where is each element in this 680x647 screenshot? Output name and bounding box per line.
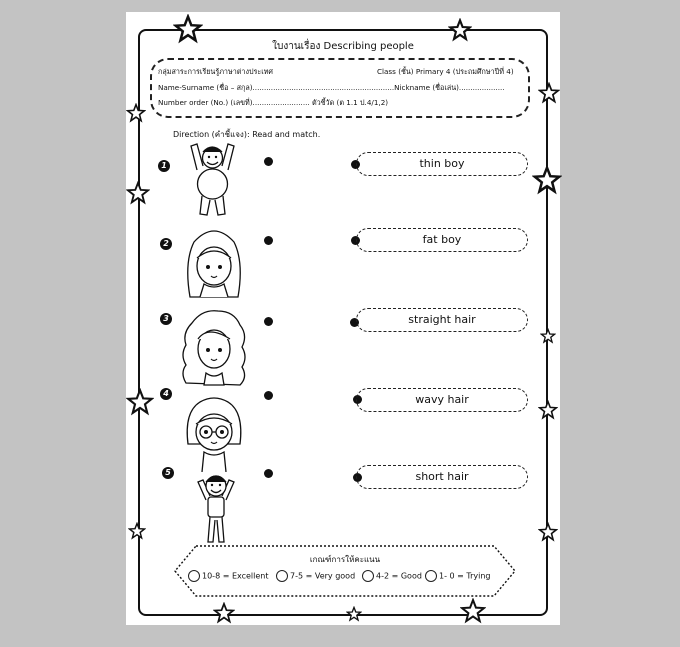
star-icon	[347, 607, 361, 621]
subject-label: กลุ่มสาระการเรียนรู้ภาษาต่างประเทศ	[158, 67, 273, 76]
class-label: Class (ชั้น) Primary 4 (ประถมศึกษาปีที่ 4)	[377, 67, 514, 76]
star-icon	[539, 401, 557, 419]
score-level: 7-5 = Very good	[276, 570, 355, 582]
score-level: 4-2 = Good	[362, 570, 422, 582]
thin-boy-icon	[194, 470, 238, 546]
straight-hair-girl-icon	[180, 222, 248, 304]
score-level: 1- 0 = Trying	[425, 570, 491, 582]
word-card: wavy hair	[356, 388, 528, 412]
scoring-title: เกณฑ์การให้คะแนน	[309, 555, 381, 564]
item-number: 3	[160, 313, 172, 325]
circle-icon[interactable]	[362, 570, 374, 582]
wavy-hair-girl-icon	[178, 305, 250, 390]
star-icon	[214, 603, 234, 623]
item-number: 5	[162, 467, 174, 479]
match-dot-left[interactable]	[264, 317, 273, 326]
word-card: thin boy	[356, 152, 528, 176]
short-hair-girl-icon	[180, 392, 248, 472]
star-icon	[541, 329, 555, 343]
match-dot-left[interactable]	[264, 157, 273, 166]
match-dot-left[interactable]	[264, 469, 273, 478]
match-dot-left[interactable]	[264, 391, 273, 400]
word-card: straight hair	[356, 308, 528, 332]
star-icon	[534, 167, 560, 193]
star-icon	[539, 523, 557, 541]
circle-icon[interactable]	[425, 570, 437, 582]
star-icon	[127, 389, 153, 415]
item-number: 2	[160, 238, 172, 250]
word-card: short hair	[356, 465, 528, 489]
item-number: 1	[158, 160, 170, 172]
star-icon	[461, 599, 485, 623]
star-icon	[127, 182, 149, 204]
direction-text: Direction (คำชี้แจง): Read and match.	[173, 130, 321, 139]
worksheet-title: ใบงานเรื่อง Describing people	[272, 41, 414, 52]
star-icon	[129, 523, 145, 539]
item-number: 4	[160, 388, 172, 400]
circle-icon[interactable]	[188, 570, 200, 582]
star-icon	[450, 20, 470, 40]
circle-icon[interactable]	[276, 570, 288, 582]
match-dot-left[interactable]	[264, 236, 273, 245]
name-field[interactable]: Name-Surname (ชื่อ – สกุล)..............................................................Nickname (ชื่อเล่น)....................	[158, 83, 505, 92]
score-level: 10-8 = Excellent	[188, 570, 269, 582]
number-field[interactable]: Number order (No.) (เลขที่)......................... ตัวชี้วัด (ต 1.1 ป.4/1,2)	[158, 98, 389, 107]
fat-boy-icon	[185, 140, 240, 220]
word-card: fat boy	[356, 228, 528, 252]
star-icon	[539, 83, 559, 103]
star-icon	[127, 104, 145, 122]
